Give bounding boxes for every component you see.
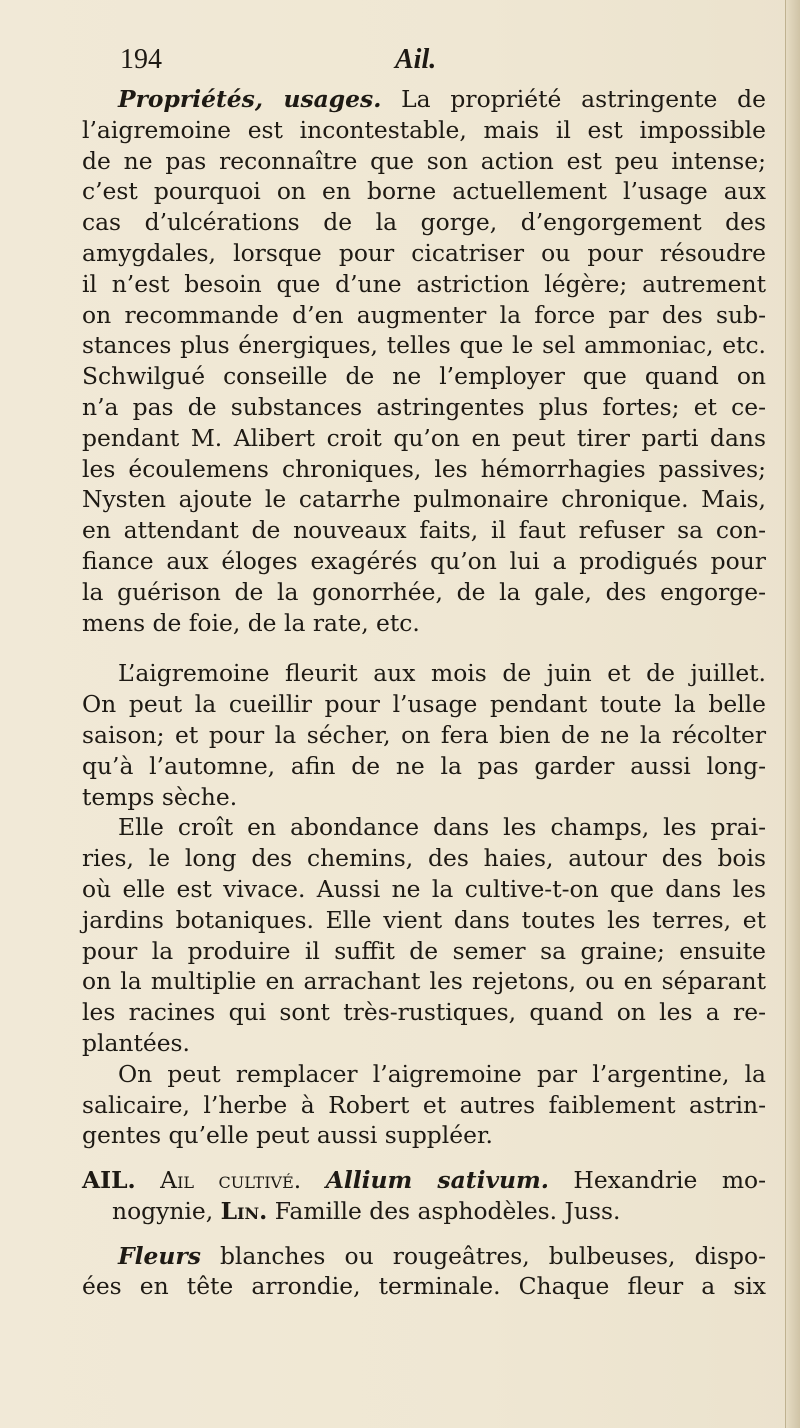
text-line: Propriétés, usages. La propriété astringente de xyxy=(118,85,766,113)
page-edge xyxy=(785,0,800,1428)
text-line: où elle est vivace. Aussi ne la cultive-t-on que dans les xyxy=(82,874,766,903)
section-lead: Propriétés, usages. xyxy=(118,85,382,113)
paragraph-gap xyxy=(82,638,766,658)
text-line: ées en tête arrondie, terminale. Chaque fleur a six xyxy=(82,1272,766,1301)
text-line: Elle croît en abondance dans les champs, les prai- xyxy=(118,813,766,842)
entry-ail xyxy=(82,1165,766,1227)
text-line: de ne pas reconnaître que son action est peu intense; xyxy=(82,146,766,175)
text-line: la guérison de la gonorrhée, de la gale, des engorge- xyxy=(82,577,766,606)
paragraph-culture xyxy=(82,812,766,1058)
text-line: on recommande d’en augmenter la force par des sub- xyxy=(82,300,766,329)
paragraph-gap xyxy=(82,1151,766,1165)
text-line: temps sèche. xyxy=(82,782,238,811)
section-lead: Fleurs xyxy=(118,1241,201,1270)
text-line: en attendant de nouveaux faits, il faut refuser sa con- xyxy=(82,516,766,545)
text-line: les écoulemens chroniques, les hémorrhagies passives; xyxy=(82,454,766,483)
paragraph-floraison xyxy=(82,658,766,812)
text-line: qu’à l’automne, afin de ne la pas garder aussi long- xyxy=(82,751,766,780)
text-line: gentes qu’elle peut aussi suppléer. xyxy=(82,1121,493,1150)
page-header xyxy=(120,44,760,84)
page-number: 194 xyxy=(120,44,162,75)
text-line: amygdales, lorsque pour cicatriser ou pour résoudre xyxy=(82,238,766,267)
paragraph-proprietes xyxy=(82,84,766,638)
paragraph-gap xyxy=(82,1227,766,1241)
text-line: les racines qui sont très-rustiques, quand on les a re- xyxy=(82,998,766,1027)
latin-name: Allium sativum. xyxy=(325,1166,549,1195)
text-line: cas d’ulcérations de la gorge, d’engorgement des xyxy=(82,208,766,237)
text-line: On peut la cueillir pour l’usage pendant toute la belle xyxy=(82,690,766,719)
text-line: n’a pas de substances astringentes plus fortes; et ce- xyxy=(82,392,766,421)
text-line: Schwilgué conseille de ne l’employer que quand on xyxy=(82,362,766,391)
text-line: nogynie, Lin. Famille des asphodèles. Juss. xyxy=(112,1196,621,1225)
text-line: mens de foie, de la rate, etc. xyxy=(82,608,420,637)
text-line: AIL. Ail cultivé. Allium sativum. Hexandrie mo- xyxy=(82,1166,766,1195)
text-line: stances plus énergiques, telles que le sel ammoniac, etc. xyxy=(82,331,766,360)
text-line: on la multiplie en arrachant les rejetons, ou en séparant xyxy=(82,967,766,996)
text-line: Nysten ajoute le catarrhe pulmonaire chronique. Mais, xyxy=(82,485,766,514)
text-line: fiance aux éloges exagérés qu’on lui a prodigués pour xyxy=(82,546,766,575)
author-abbrev: Lin. xyxy=(220,1196,268,1225)
text-line: L’aigremoine fleurit aux mois de juin et de juillet. xyxy=(118,659,766,688)
entry-headword: AIL. xyxy=(82,1166,136,1195)
paragraph-fleurs xyxy=(82,1241,766,1303)
text-line: c’est pourquoi on en borne actuellement l’usage aux xyxy=(82,177,766,206)
text-line: pour la produire il suffit de semer sa graine; ensuite xyxy=(82,936,766,965)
text-line: ries, le long des chemins, des haies, autour des bois xyxy=(82,844,766,873)
entry-subhead: Ail cultivé. xyxy=(160,1166,302,1195)
running-title: Ail. xyxy=(395,44,437,75)
text-line: pendant M. Alibert croit qu’on en peut tirer parti dans xyxy=(82,423,766,452)
text-line: saison; et pour la sécher, on fera bien de ne la récolter xyxy=(82,720,766,749)
text-line: l’aigremoine est incontestable, mais il est impossible xyxy=(82,115,766,144)
text-line: jardins botaniques. Elle vient dans toutes les terres, et xyxy=(82,905,766,934)
body-text xyxy=(82,84,766,1302)
text-line: plantées. xyxy=(82,1028,190,1057)
text-line: On peut remplacer l’aigremoine par l’argentine, la xyxy=(118,1059,766,1088)
text-line: il n’est besoin que d’une astriction légère; autrement xyxy=(82,269,766,298)
text-line: Fleurs blanches ou rougeâtres, bulbeuses, dispo- xyxy=(118,1241,766,1270)
text-line: salicaire, l’herbe à Robert et autres faiblement astrin- xyxy=(82,1090,766,1119)
paragraph-substituts xyxy=(82,1059,766,1151)
